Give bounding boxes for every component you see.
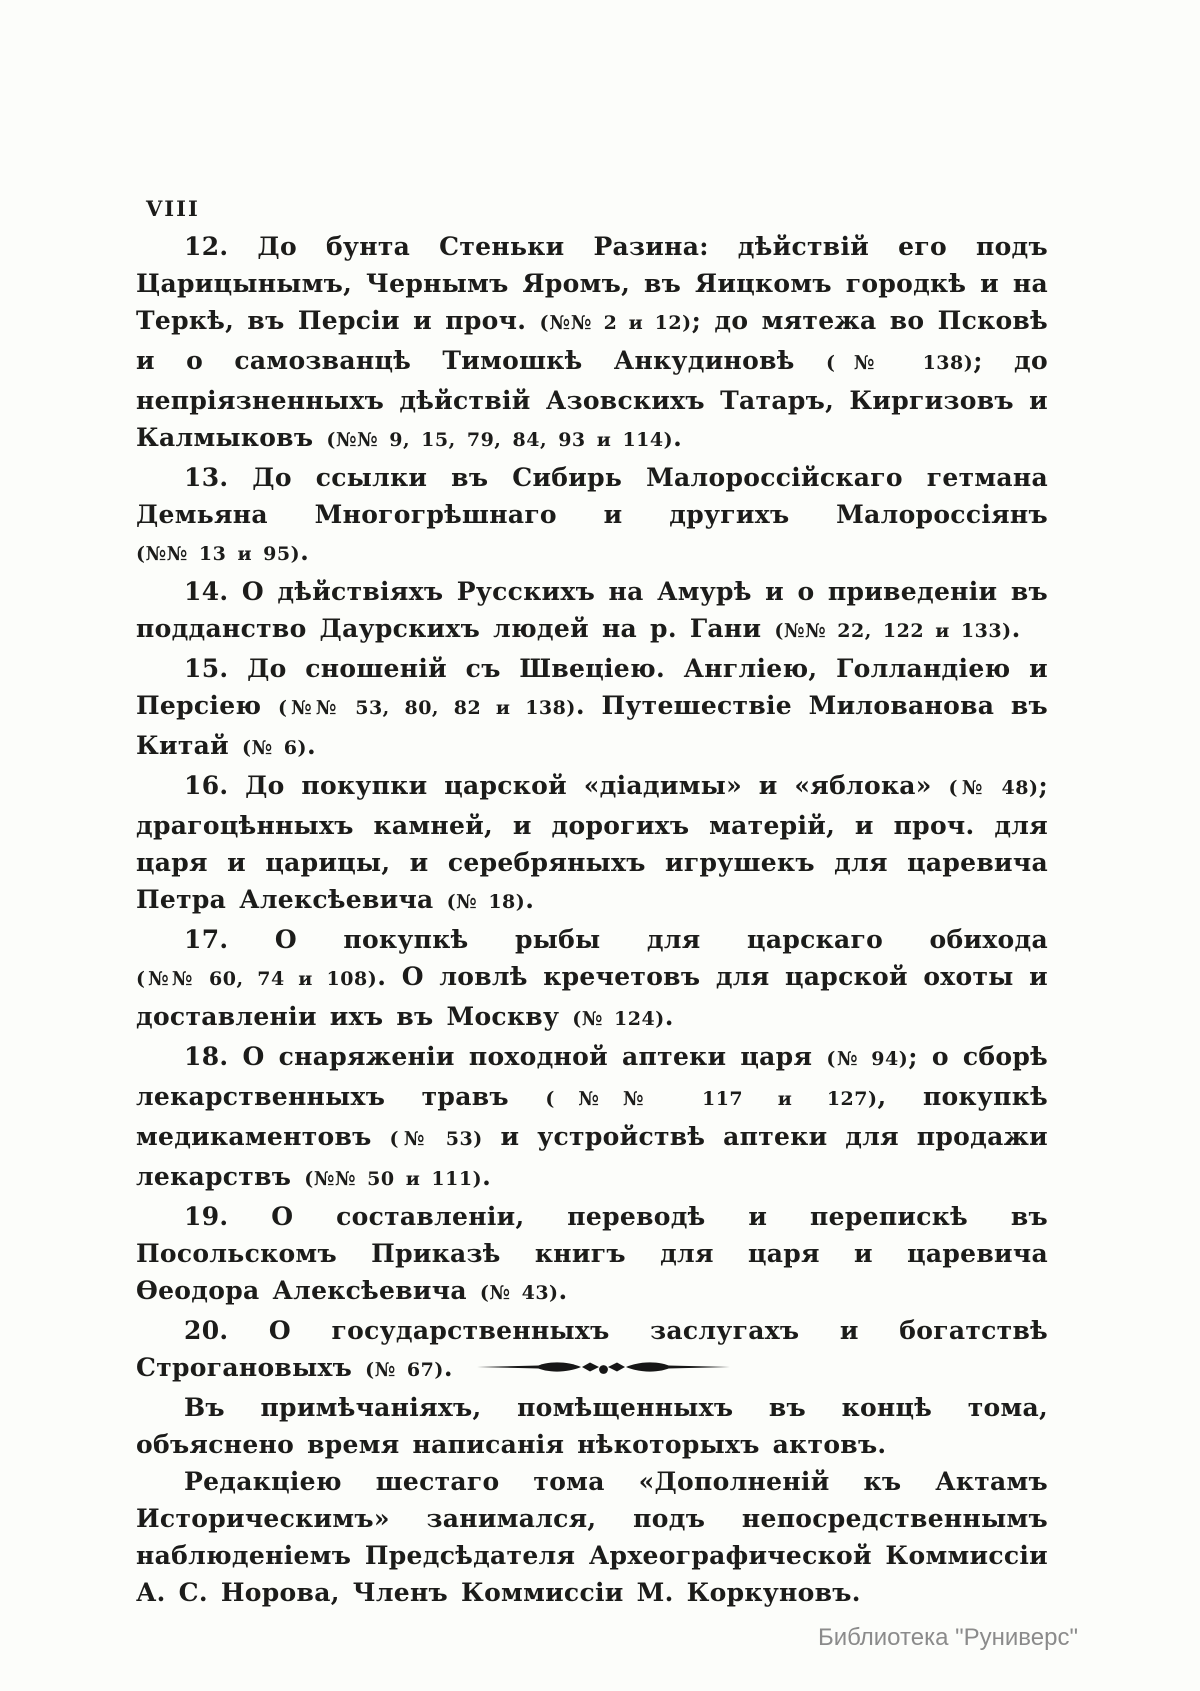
document-number-ref: (№№ 117 и 127) [545,1088,878,1110]
text-run: 13. До ссылки въ Сибирь Малороссійскаго гетмана Демьяна Многогрѣшнаго и другихъ Малороссіянъ [136,463,1048,529]
text-run: . Путешествіе Милованова въ Китай [136,691,1048,760]
text-run: 16. До покупки царской «діадимы» и «яблока» [184,771,949,800]
document-number-ref: (№ 67) [365,1359,444,1381]
tapered-rule-icon [477,1356,730,1378]
text-run: . [307,731,317,760]
document-number-ref: (№ 124) [572,1008,665,1030]
document-number-ref: (№ 43) [479,1282,559,1304]
text-run: ; до непріязненныхъ дѣйствій Азовскихъ Татаръ, Киргизовъ и Калмыковъ [136,346,1048,452]
text-run: ; драгоцѣнныхъ камней, и дорогихъ матерій, и проч. для царя и царицы, и серебряныхъ игрушекъ для царевича Петра Алексѣевича [136,771,1048,914]
text-run: 14. О дѣйствіяхъ Русскихъ на Амурѣ и о приведеніи въ подданство Даурскихъ людей на р. Гани [136,577,1048,643]
text-run: . [1011,614,1021,643]
text-run: ; до мятежа во Псковѣ и о самозванцѣ Тимошкѣ Анкудиновѣ [136,306,1048,375]
paragraph [136,459,1048,573]
document-number-ref: (№ 48) [948,777,1039,799]
document-number-ref: (№ 6) [242,737,307,759]
text-run: . [525,885,535,914]
document-number-ref: (№№ 53, 80, 82 и 138) [277,697,576,719]
library-watermark: Библиотека "Руниверс" [817,1624,1078,1651]
document-number-ref: (№№ 22, 122 и 133) [774,620,1012,642]
text-run: . [482,1162,492,1191]
text-run: 18. О снаряженіи походной аптеки царя [184,1042,827,1071]
text-run: , покупкѣ медикаментовъ [136,1082,1049,1151]
text-run: Въ примѣчаніяхъ, помѣщенныхъ въ концѣ тома, объяснено время написанія нѣкоторыхъ актовъ. [136,1393,1048,1459]
text-run: ; о сборѣ лекарственныхъ травъ [136,1042,1048,1111]
paragraph [136,1389,1048,1463]
document-number-ref: (№№ 60, 74 и 108) [136,968,378,990]
text-run: 20. О государственныхъ заслугахъ и богатствѣ Строгановыхъ [136,1316,1048,1382]
paragraph [136,1038,1048,1198]
text-block [136,228,1048,1611]
paragraph [136,573,1048,650]
text-run: и устройствѣ аптеки для продажи лекарствъ [136,1122,1048,1191]
text-run: . О ловлѣ кречетовъ для царской охоты и доставленіи ихъ въ Москву [136,962,1048,1031]
divider-ornament [477,1356,730,1378]
text-run: . [673,423,683,452]
text-run: 19. О составленіи, переводѣ и перепискѣ въ Посольскомъ Приказѣ книгъ для царя и царевича Ѳеодора Алексѣевича [136,1202,1048,1305]
document-number-ref: (№№ 50 и 111) [304,1168,483,1190]
document-number-ref: (№ 138) [825,352,974,374]
text-run: . [664,1002,674,1031]
text-run: 17. О покупкѣ рыбы для царскаго обихода [184,925,1048,954]
document-number-ref: (№ 18) [446,891,526,913]
document-number-ref: (№ 94) [826,1048,909,1070]
text-run: 15. До сношеній съ Швеціею. Англіею, Голландіею и Персіею [136,654,1048,720]
text-run: . [443,1353,453,1382]
document-number-ref: (№№ 9, 15, 79, 84, 93 и 114) [326,429,674,451]
document-number-ref: (№№ 2 и 12) [539,312,692,334]
text-run: . [558,1276,568,1305]
text-run: . [300,537,310,566]
text-run: Редакціею шестаго тома «Дополненій къ Актамъ Историческимъ» занимался, подъ непосредственнымъ наблюденіемъ Предсѣдателя Археографической Коммиссіи А. С. Норова, Членъ Коммиссіи М. Коркуновъ. [136,1467,1048,1607]
paragraph [136,767,1048,921]
document-number-ref: (№ 53) [389,1128,483,1150]
document-number-ref: (№№ 13 и 95) [136,543,301,565]
paragraph [136,1198,1048,1312]
page-number: VIII [146,196,200,221]
paragraph [136,650,1048,767]
paragraph [136,921,1048,1038]
paragraph [136,228,1048,459]
text-run: 12. До бунта Стеньки Разина: дѣйствій его подъ Царицынымъ, Чернымъ Яромъ, въ Яицкомъ городкѣ и на Теркѣ, въ Персіи и проч. [136,232,1048,335]
paragraph [136,1463,1048,1611]
